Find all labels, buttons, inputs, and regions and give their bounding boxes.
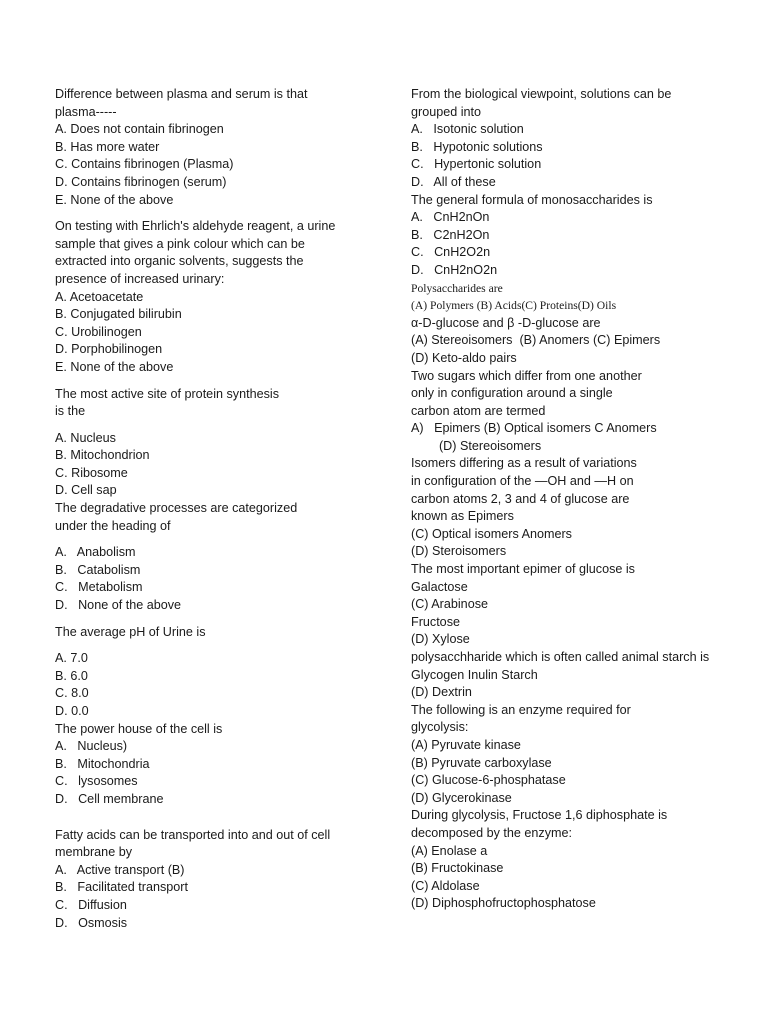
question-plasma-serum <box>55 86 375 209</box>
text-line: During glycolysis, Fructose 1,6 diphosphate is <box>411 808 668 823</box>
text-line: A) Epimers (B) Optical isomers C Anomers <box>411 421 657 436</box>
text-line: (A) Enolase a <box>411 843 488 858</box>
text-line: C. Urobilinogen <box>55 324 142 339</box>
text-line: α-D-glucose and β -D-glucose are <box>411 315 601 330</box>
text-line: carbon atom are termed <box>411 403 546 418</box>
text-line: The most active site of protein synthesis <box>55 386 279 401</box>
text-line: known as Epimers <box>411 509 514 524</box>
text-line: Galactose <box>411 579 468 594</box>
text-line: A. Anabolism <box>55 545 136 560</box>
text-line: Difference between plasma and serum is that <box>55 87 308 101</box>
text-line: B. Mitochondrion <box>55 448 150 463</box>
text-line: D. 0.0 <box>55 704 89 718</box>
text-line: sample that gives a pink colour which can be <box>55 236 305 251</box>
left-column <box>55 86 375 932</box>
text-line: (D) Diphosphofructophosphatose <box>411 896 596 911</box>
text-line: is the <box>55 404 86 419</box>
spacer <box>55 809 375 827</box>
text-line: E. None of the above <box>55 192 174 207</box>
text-line: The following is an enzyme required for <box>411 702 631 717</box>
spacer <box>55 615 375 624</box>
text-line: grouped into <box>411 104 482 119</box>
text-line: polysacchharide which is often called animal starch is <box>411 650 710 664</box>
right-column <box>411 86 756 913</box>
question-protein-synthesis <box>55 386 375 421</box>
text-line: A. CnH2nOn <box>411 210 490 225</box>
spacer <box>55 421 375 430</box>
text-line: D. Cell membrane <box>55 791 164 806</box>
text-line: B. Facilitated transport <box>55 880 188 895</box>
text-line: D. None of the above <box>55 598 182 613</box>
spacer <box>55 535 375 544</box>
text-line: decomposed by the enzyme: <box>411 825 573 840</box>
text-line: carbon atoms 2, 3 and 4 of glucose are <box>411 491 630 506</box>
text-line: B. Hypotonic solutions <box>411 139 543 154</box>
polysaccharides-question <box>411 280 756 315</box>
question-ehrlich-reagent <box>55 218 375 376</box>
text-line: D. CnH2nO2n <box>411 262 498 277</box>
text-line: A. Does not contain fibrinogen <box>55 122 224 137</box>
text-line: (A) Stereoisomers (B) Anomers (C) Epimers <box>411 333 661 348</box>
text-line: A. 7.0 <box>55 651 88 666</box>
text-line: B. C2nH2On <box>411 227 490 242</box>
text-line: A. Isotonic solution <box>411 122 524 137</box>
text-line: C. lysosomes <box>55 774 138 789</box>
text-line: C. 8.0 <box>55 686 89 701</box>
spacer <box>55 209 375 218</box>
text-line: C. Contains fibrinogen (Plasma) <box>55 157 234 172</box>
text-line: A. Acetoacetate <box>55 289 144 304</box>
text-line: (C) Glucose-6-phosphatase <box>411 773 566 788</box>
text-line: (D) Keto-aldo pairs <box>411 350 517 365</box>
text-line: under the heading of <box>55 518 171 533</box>
text-line: (A) Polymers (B) Acids(C) Proteins(D) Oils <box>411 299 617 313</box>
text-line: A. Nucleus) <box>55 739 128 754</box>
text-line: (D) Dextrin <box>411 685 472 700</box>
text-line: C. Diffusion <box>55 897 127 912</box>
text-line: only in configuration around a single <box>411 386 613 401</box>
text-line: B. Mitochondria <box>55 756 150 771</box>
text-line: Fatty acids can be transported into and out of cell <box>55 827 331 842</box>
text-line: (B) Pyruvate carboxylase <box>411 755 552 770</box>
text-line: The power house of the cell is <box>55 721 223 736</box>
text-line: B. Catabolism <box>55 562 141 577</box>
text-line: The most important epimer of glucose is <box>411 562 635 577</box>
text-line: Isomers differing as a result of variations <box>411 456 637 471</box>
text-line: extracted into organic solvents, suggests the <box>55 254 304 269</box>
text-line: B. Conjugated bilirubin <box>55 307 182 322</box>
text-line: (C) Arabinose <box>411 597 488 612</box>
text-line: (C) Optical isomers Anomers <box>411 526 572 541</box>
text-line: (B) Fructokinase <box>411 861 504 876</box>
text-line: presence of increased urinary: <box>55 271 225 286</box>
text-line: (D) Xylose <box>411 632 470 647</box>
text-line: The degradative processes are categorized <box>55 501 298 516</box>
text-line: (D) Stereoisomers <box>411 438 542 453</box>
text-line: E. None of the above <box>55 359 174 374</box>
question-urine-ph <box>55 624 375 642</box>
text-line: (D) Glycerokinase <box>411 790 512 805</box>
text-line: The average pH of Urine is <box>55 624 206 639</box>
question-fatty-acids <box>55 827 375 933</box>
text-line: A. Nucleus <box>55 430 116 445</box>
text-line: in configuration of the —OH and —H on <box>411 474 634 489</box>
text-line: C. Hypertonic solution <box>411 157 542 172</box>
text-line: D. Porphobilinogen <box>55 342 163 357</box>
isomers-enzymes-block <box>411 315 756 913</box>
protein-synthesis-options <box>55 430 375 536</box>
spacer <box>55 641 375 650</box>
text-line: D. Cell sap <box>55 483 117 498</box>
text-line: membrane by <box>55 845 132 860</box>
text-line: D. All of these <box>411 174 496 189</box>
text-line: C. Ribosome <box>55 465 128 480</box>
text-line: B. 6.0 <box>55 668 88 683</box>
text-line: C. CnH2O2n <box>411 245 491 260</box>
urine-ph-options <box>55 650 375 808</box>
text-line: (C) Aldolase <box>411 878 480 893</box>
spacer <box>55 377 375 386</box>
text-line: Glycogen Inulin Starch <box>411 667 538 682</box>
text-line: On testing with Ehrlich's aldehyde reagent, a urine <box>55 219 336 234</box>
text-line: glycolysis: <box>411 720 469 735</box>
solutions-monosaccharides-block <box>411 86 756 280</box>
text-line: (A) Pyruvate kinase <box>411 737 521 752</box>
text-line: (D) Steroisomers <box>411 544 507 559</box>
degradative-options <box>55 544 375 614</box>
text-line: D. Contains fibrinogen (serum) <box>55 174 227 189</box>
text-line: The general formula of monosaccharides is <box>411 192 653 207</box>
text-line: From the biological viewpoint, solutions can be <box>411 87 672 101</box>
text-line: D. Osmosis <box>55 915 128 930</box>
text-line: C. Metabolism <box>55 580 143 595</box>
text-line: Two sugars which differ from one another <box>411 368 642 383</box>
text-line: B. Has more water <box>55 139 160 154</box>
text-line: A. Active transport (B) <box>55 862 185 877</box>
text-line: Fructose <box>411 614 460 629</box>
text-line: Polysaccharides are <box>411 281 503 295</box>
text-line: plasma----- <box>55 104 117 119</box>
